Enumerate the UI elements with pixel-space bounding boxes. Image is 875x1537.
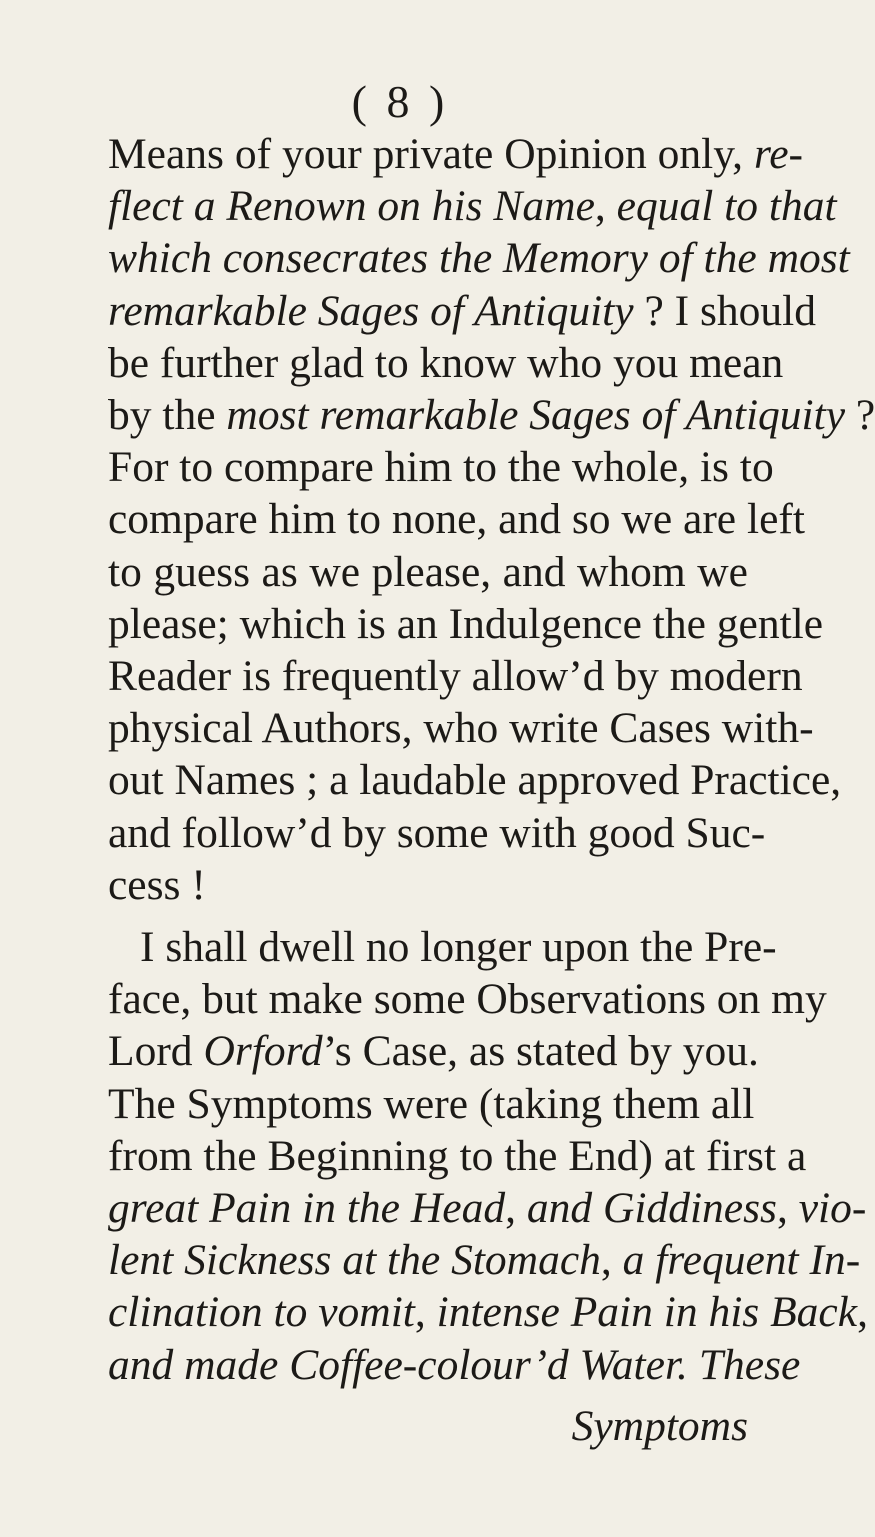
text-run: to guess as we please, and whom we [108,547,748,596]
text-run: please; which is an Indulgence the gentle [108,599,824,648]
text-line [108,128,804,180]
text-run: , [414,1288,437,1337]
text-line [108,546,748,598]
text-run: face, but make some Observations on my [108,975,827,1024]
text-run: by the [108,391,227,439]
text-run: lent Sickness at the Stomach [108,1236,601,1285]
text-run: which consecrates the Memory of the most [108,234,850,283]
text-line [108,389,875,441]
text-line [108,1025,759,1077]
text-line [108,1182,867,1234]
text-run: The Symptoms were (taking them all [108,1079,755,1128]
text-line [108,1339,801,1391]
text-run: For to compare him to the whole, is to [108,443,774,492]
text-run: Orford [203,1027,323,1076]
text-line [108,441,774,493]
text-line [108,493,805,545]
text-run: intense Pain in his Back [436,1288,858,1337]
text-run: , [594,182,617,231]
page-number: ( 8 ) [351,76,449,127]
text-run: , [857,1288,868,1337]
text-line [108,1078,755,1130]
text-run: , [505,1184,527,1232]
text-line [108,598,824,650]
text-run: and made Coffee-colour’d Water. [108,1340,688,1389]
text-run: , [600,1236,623,1285]
text-run: physical Authors, who write Cases with- [108,704,814,753]
text-line [108,650,803,702]
text-run: I shall dwell no longer upon the Pre- [140,923,777,971]
text-line [108,859,748,911]
text-line [108,702,814,754]
text-run [688,1341,699,1389]
catchword: Symptoms [571,1402,748,1450]
text-run: most remarkable Sages of Antiquity [226,391,846,439]
text-line [108,973,827,1025]
text-run: be further glad to know who you mean [108,338,784,387]
text-run: ? I should [633,286,816,335]
text-run: ’s Case, as stated by you. [322,1027,759,1076]
text-run: ? [845,391,875,439]
text-line [108,754,842,806]
text-line [108,1130,807,1182]
text-line [108,180,837,232]
text-line [108,232,850,284]
text-line [108,285,816,337]
text-run: These [698,1340,801,1389]
text-run: clination to vomit [108,1288,415,1337]
text-run: out Names ; a laudable approved Practice, [108,756,842,805]
text-run: Lord [108,1027,204,1076]
text-line [140,921,777,973]
text-run: great Pain in the Head [108,1184,506,1232]
text-run: and Giddiness [526,1184,777,1232]
text-run: from the Beginning to the End) at first a [108,1131,807,1180]
text-run: compare him to none, and so we are left [108,495,805,544]
text-run: equal to that [616,182,837,231]
text-line [108,807,766,859]
text-run: re- [753,130,804,178]
text-line [108,337,784,389]
text-run: Reader is frequently allow’d by modern [108,652,803,700]
text-run: Means of your private Opinion only, [108,130,754,178]
text-line [108,1234,861,1286]
text-run: cess ! [108,860,206,909]
text-run: remarkable Sages of Antiquity [108,286,634,335]
text-run: , [776,1184,799,1232]
text-line [108,1286,868,1338]
text-run: and follow’d by some with good Suc- [108,808,766,857]
text-run: vio- [798,1184,867,1232]
text-run: flect a Renown on his Name [108,182,595,231]
text-run: a frequent In- [622,1236,861,1285]
